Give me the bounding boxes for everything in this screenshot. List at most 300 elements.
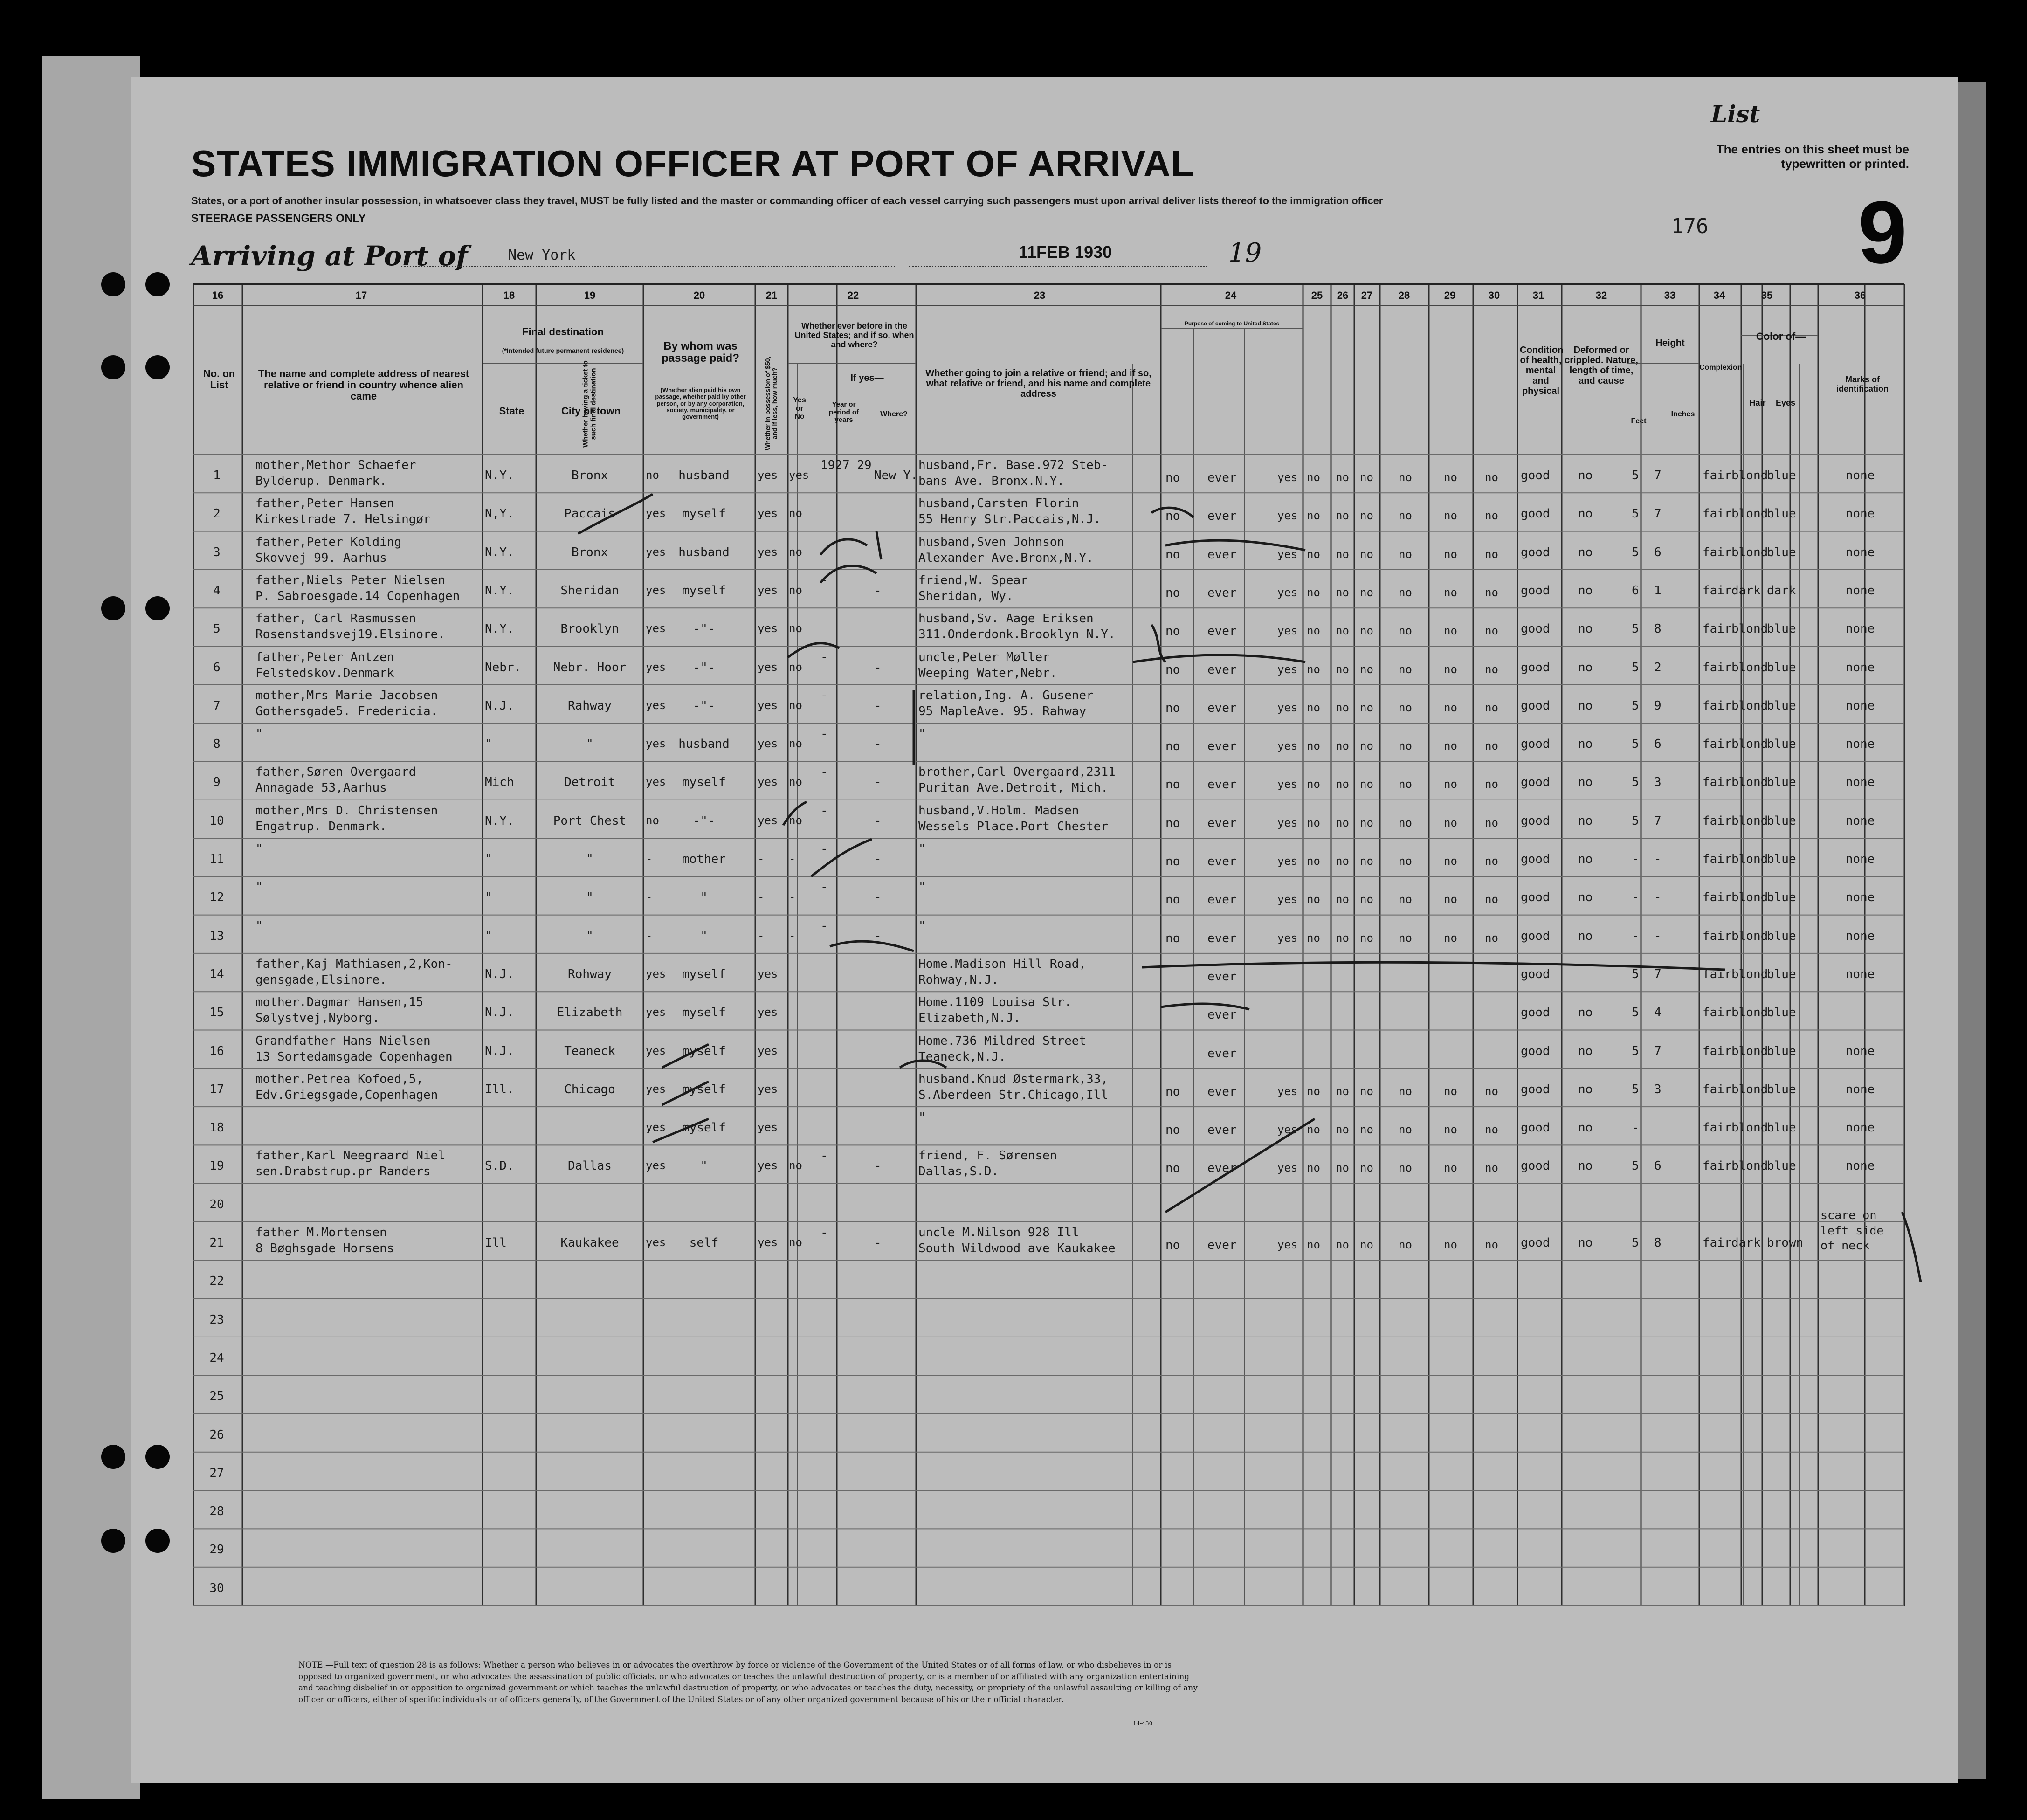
- joining-address: Dallas,S.D.: [918, 1165, 999, 1179]
- row-number: 6: [213, 660, 221, 675]
- header-state: State: [499, 405, 524, 417]
- row-number: 14: [209, 967, 224, 981]
- year-prefix: 19: [1228, 238, 1262, 268]
- joining-address: 311.Onderdonk.Brooklyn N.Y.: [918, 627, 1116, 642]
- health-condition: good: [1521, 1006, 1550, 1020]
- purpose-c: yes: [1277, 662, 1298, 676]
- header-final-destination-note: (*Intended future permanent residence): [502, 347, 624, 354]
- column-number: 19: [584, 290, 596, 301]
- row-number: 29: [209, 1543, 224, 1557]
- answer-29: no: [1444, 1123, 1457, 1137]
- ticket-answer: -: [646, 852, 653, 865]
- deformed-answer: no: [1578, 622, 1593, 636]
- height-inches: 6: [1654, 1159, 1662, 1173]
- identification-marks: none: [1845, 660, 1875, 675]
- relative-name: mother,Mrs D. Christensen: [255, 803, 438, 818]
- answer-30: no: [1485, 509, 1498, 523]
- binder-hole: [101, 1445, 125, 1469]
- answer-27: no: [1360, 816, 1373, 829]
- identification-marks: none: [1845, 852, 1875, 866]
- relative-address: Annagade 53,Aarhus: [255, 781, 387, 795]
- height-inches: 7: [1654, 813, 1662, 828]
- complexion: fair: [1703, 775, 1732, 790]
- hair-color: blond: [1731, 507, 1768, 521]
- answer-30: no: [1485, 662, 1498, 676]
- hair-color: blond: [1731, 545, 1768, 559]
- identification-marks: none: [1845, 929, 1875, 943]
- height-feet: 5: [1632, 1236, 1639, 1250]
- deformed-answer: no: [1578, 698, 1593, 713]
- eye-color: blue: [1767, 622, 1796, 636]
- purpose-c: yes: [1277, 701, 1298, 714]
- been-in-us: -: [789, 852, 796, 865]
- binder-hole: [145, 272, 170, 296]
- identification-marks: none: [1845, 1044, 1875, 1058]
- destination-state: N.Y.: [485, 622, 514, 636]
- relative-address: gensgade,Elsinore.: [255, 972, 387, 987]
- passage-paid-by: husband: [678, 737, 730, 751]
- identification-marks: scare on left side of neck: [1820, 1208, 1884, 1252]
- purpose-c: yes: [1277, 509, 1298, 523]
- complexion: fair: [1703, 698, 1732, 713]
- passage-paid-by: ": [700, 890, 708, 905]
- hair-color: blond: [1731, 1121, 1768, 1135]
- destination-state: N.Y.: [485, 813, 514, 828]
- answer-29: no: [1444, 1084, 1457, 1098]
- answer-28: no: [1399, 855, 1412, 868]
- joining-name: husband,Sven Johnson: [918, 535, 1065, 549]
- health-condition: good: [1521, 967, 1550, 981]
- eye-color: blue: [1767, 813, 1796, 828]
- column-number: 32: [1595, 290, 1607, 301]
- joining-address: 55 Henry Str.Paccais,N.J.: [918, 512, 1101, 527]
- left-page-strip: [42, 56, 140, 1799]
- answer-26: no: [1336, 1161, 1349, 1175]
- complexion: fair: [1703, 929, 1732, 943]
- joining-address: Sheridan, Wy.: [918, 589, 1014, 603]
- identification-marks: none: [1845, 469, 1875, 483]
- purpose-a: no: [1165, 547, 1180, 562]
- form-page: [131, 77, 1958, 1783]
- money-answer: yes: [758, 660, 778, 674]
- been-in-us: yes: [789, 469, 809, 482]
- passage-paid-by: mother: [682, 852, 726, 866]
- joining-address: Teaneck,N.J.: [918, 1049, 1006, 1064]
- answer-29: no: [1444, 739, 1457, 753]
- joining-address: Wessels Place.Port Chester: [918, 819, 1108, 834]
- money-answer: yes: [758, 545, 778, 558]
- answer-26: no: [1336, 931, 1349, 944]
- destination-state: Ill.: [485, 1082, 514, 1096]
- answer-29: no: [1444, 662, 1457, 676]
- eye-color: blue: [1767, 929, 1796, 943]
- binder-hole: [101, 272, 125, 296]
- money-answer: yes: [758, 967, 778, 980]
- relative-name: father,Peter Antzen: [255, 650, 394, 664]
- health-condition: good: [1521, 890, 1550, 905]
- money-answer: yes: [758, 622, 778, 635]
- header-hair: Hair: [1749, 398, 1766, 407]
- column-number: 28: [1398, 290, 1410, 301]
- health-condition: good: [1521, 507, 1550, 521]
- ticket-answer: yes: [646, 660, 666, 674]
- joining-name: Home.736 Mildred Street: [918, 1034, 1087, 1048]
- eye-color: blue: [1767, 1082, 1796, 1096]
- health-condition: good: [1521, 1044, 1550, 1058]
- destination-state: S.D.: [485, 1159, 514, 1173]
- identification-marks: none: [1845, 737, 1875, 751]
- passage-paid-by: -"-: [693, 622, 715, 636]
- eye-color: blue: [1767, 469, 1796, 483]
- money-answer: yes: [758, 1236, 778, 1249]
- joining-name: ": [918, 842, 926, 856]
- deformed-answer: no: [1578, 1006, 1593, 1020]
- deformed-answer: no: [1578, 813, 1593, 828]
- money-answer: yes: [758, 1082, 778, 1096]
- relative-name: mother,Methor Schaefer: [255, 458, 416, 472]
- ticket-answer: yes: [646, 1121, 666, 1134]
- answer-25: no: [1307, 931, 1320, 944]
- purpose-b: ever: [1207, 893, 1237, 907]
- column-number: 24: [1225, 290, 1237, 301]
- answer-26: no: [1336, 509, 1349, 523]
- purpose-a: no: [1165, 624, 1180, 639]
- height-inches: 1: [1654, 583, 1662, 598]
- answer-25: no: [1307, 1084, 1320, 1098]
- destination-city: Nebr. Hoor: [553, 660, 627, 675]
- form-title: STATES IMMIGRATION OFFICER AT PORT OF ARRIVAL: [191, 143, 1194, 184]
- health-condition: good: [1521, 1236, 1550, 1250]
- row-number: 8: [213, 737, 221, 751]
- complexion: fair: [1703, 1236, 1732, 1250]
- answer-28: no: [1399, 778, 1412, 791]
- purpose-b: ever: [1207, 662, 1237, 677]
- ticket-answer: yes: [646, 1082, 666, 1096]
- relative-name: father,Kaj Mathiasen,2,Kon-: [255, 957, 453, 971]
- joining-address: Alexander Ave.Bronx,N.Y.: [918, 551, 1094, 565]
- passage-paid-by: husband: [678, 469, 730, 483]
- year-in-us: -: [820, 1226, 828, 1240]
- destination-city: Paccais: [564, 507, 615, 521]
- height-feet: 5: [1632, 1006, 1639, 1020]
- row-number: 3: [213, 545, 221, 559]
- answer-28: no: [1399, 1161, 1412, 1175]
- row-number: 28: [209, 1504, 224, 1519]
- header-ticket: Whether having a ticket to such final destination: [581, 360, 597, 448]
- relative-address: P. Sabroesgade.14 Copenhagen: [255, 589, 460, 603]
- deformed-answer: no: [1578, 890, 1593, 905]
- joining-name: husband,Sv. Aage Eriksen: [918, 612, 1094, 626]
- port-of-arrival: New York: [508, 247, 576, 263]
- answer-25: no: [1307, 1123, 1320, 1137]
- been-in-us: no: [789, 1236, 802, 1249]
- destination-city: Bronx: [571, 545, 608, 559]
- purpose-b: ever: [1207, 816, 1237, 830]
- height-feet: 5: [1632, 1159, 1639, 1173]
- purpose-a: no: [1165, 1123, 1180, 1138]
- eye-color: blue: [1767, 1044, 1796, 1058]
- identification-marks: none: [1845, 698, 1875, 713]
- year-in-us: -: [820, 573, 828, 587]
- passage-paid-by: myself: [682, 583, 726, 598]
- row-number: 23: [209, 1312, 224, 1327]
- purpose-a: no: [1165, 1238, 1180, 1252]
- header-inches: Inches: [1671, 410, 1695, 418]
- answer-29: no: [1444, 509, 1457, 523]
- ticket-answer: yes: [646, 775, 666, 789]
- column-number: 29: [1444, 290, 1456, 301]
- deformed-answer: no: [1578, 929, 1593, 943]
- answer-26: no: [1336, 893, 1349, 906]
- ticket-answer: no: [646, 813, 659, 827]
- been-in-us: no: [789, 775, 802, 789]
- passage-paid-by: myself: [682, 967, 726, 981]
- column-number: 33: [1664, 290, 1676, 301]
- joining-name: husband,Carsten Florin: [918, 496, 1079, 511]
- header-deformed: Deformed or crippled. Nature, length of time, and cause: [1565, 345, 1638, 386]
- answer-27: no: [1360, 1238, 1373, 1251]
- answer-26: no: [1336, 624, 1349, 638]
- destination-state: Nebr.: [485, 660, 522, 675]
- where-in-us: -: [874, 813, 882, 828]
- row-number: 5: [213, 622, 221, 636]
- column-number: 27: [1361, 290, 1373, 301]
- answer-26: no: [1336, 471, 1349, 484]
- purpose-b: ever: [1207, 701, 1237, 715]
- been-in-us: no: [789, 622, 802, 635]
- destination-state: N.J.: [485, 1006, 514, 1020]
- answer-26: no: [1336, 739, 1349, 753]
- destination-city: Bronx: [571, 469, 608, 483]
- height-inches: 8: [1654, 622, 1662, 636]
- column-number: 23: [1034, 290, 1046, 301]
- height-feet: 5: [1632, 660, 1639, 675]
- joining-name: husband,Fr. Base.972 Steb-: [918, 458, 1108, 472]
- column-number: 21: [765, 290, 778, 301]
- answer-28: no: [1399, 547, 1412, 561]
- purpose-a: no: [1165, 662, 1180, 677]
- relative-address: Sølystvej,Nyborg.: [255, 1011, 380, 1026]
- form-instructions: States, or a port of another insular possession, in whatsoever class they travel, MUST be fully listed and the master or commanding officer of each vessel carrying such passengers must upon arrival deliver lists thereof to the immigration officer: [191, 195, 1383, 207]
- eye-color: blue: [1767, 737, 1796, 751]
- eye-color: dark: [1767, 583, 1796, 598]
- height-feet: 5: [1632, 1082, 1639, 1096]
- answer-26: no: [1336, 701, 1349, 714]
- binder-hole: [145, 1529, 170, 1553]
- height-inches: 6: [1654, 545, 1662, 559]
- answer-26: no: [1336, 1123, 1349, 1137]
- height-feet: 5: [1632, 698, 1639, 713]
- purpose-c: yes: [1277, 547, 1298, 561]
- answer-26: no: [1336, 778, 1349, 791]
- purpose-a: no: [1165, 893, 1180, 907]
- column-number: 20: [693, 290, 705, 301]
- form-code: 14-430: [1133, 1720, 1153, 1727]
- header-money: Whether in possession of $50, and if less, how much?: [764, 356, 779, 451]
- deformed-answer: no: [1578, 507, 1593, 521]
- been-in-us: no: [789, 1159, 802, 1172]
- column-number: 26: [1337, 290, 1349, 301]
- eye-color: blue: [1767, 852, 1796, 866]
- header-no-on-list: No. on List: [203, 368, 235, 391]
- passage-paid-by: -"-: [693, 698, 715, 713]
- answer-30: no: [1485, 586, 1498, 599]
- column-number: 17: [355, 290, 367, 301]
- joining-name: uncle,Peter Møller: [918, 650, 1050, 664]
- health-condition: good: [1521, 545, 1550, 559]
- relative-name: mother.Petrea Kofoed,5,: [255, 1072, 424, 1086]
- purpose-b: ever: [1207, 1084, 1237, 1099]
- deformed-answer: no: [1578, 737, 1593, 751]
- answer-26: no: [1336, 816, 1349, 829]
- height-feet: 5: [1632, 967, 1639, 981]
- ticket-answer: yes: [646, 737, 666, 751]
- complexion: fair: [1703, 660, 1732, 675]
- column-number: 30: [1488, 290, 1500, 301]
- answer-29: no: [1444, 701, 1457, 714]
- row-number: 18: [209, 1121, 224, 1135]
- passage-paid-by: myself: [682, 507, 726, 521]
- row-number: 21: [209, 1236, 224, 1250]
- joining-name: Home.Madison Hill Road,: [918, 957, 1087, 971]
- joining-address: bans Ave. Bronx.N.Y.: [918, 474, 1065, 488]
- answer-29: no: [1444, 855, 1457, 868]
- relative-name: father,Karl Neegraard Niel: [255, 1149, 445, 1163]
- row-number: 16: [209, 1044, 224, 1058]
- hair-color: blond: [1731, 1006, 1768, 1020]
- purpose-c: yes: [1277, 1123, 1298, 1137]
- relative-name: father, Carl Rasmussen: [255, 612, 416, 626]
- answer-25: no: [1307, 662, 1320, 676]
- passage-paid-by: myself: [682, 1082, 726, 1096]
- column-number: 36: [1854, 290, 1866, 301]
- answer-30: no: [1485, 1084, 1498, 1098]
- health-condition: good: [1521, 469, 1550, 483]
- destination-city: ": [586, 890, 593, 905]
- header-paid-by: By whom was passage paid?: [662, 340, 739, 365]
- purpose-b: ever: [1207, 586, 1237, 600]
- height-inches: -: [1654, 890, 1662, 905]
- answer-30: no: [1485, 816, 1498, 829]
- height-inches: 7: [1654, 507, 1662, 521]
- money-answer: yes: [758, 1159, 778, 1172]
- ticket-answer: yes: [646, 545, 666, 558]
- hair-color: blond: [1731, 775, 1768, 790]
- money-answer: -: [758, 852, 765, 865]
- answer-27: no: [1360, 509, 1373, 523]
- purpose-b: ever: [1207, 778, 1237, 792]
- purpose-b: ever: [1207, 969, 1237, 984]
- purpose-a: no: [1165, 778, 1180, 792]
- header-color-of: Color of—: [1756, 331, 1806, 342]
- answer-25: no: [1307, 816, 1320, 829]
- ticket-answer: yes: [646, 1044, 666, 1057]
- height-inches: 7: [1654, 1044, 1662, 1058]
- where-in-us: -: [874, 852, 882, 866]
- joining-name: ": [918, 880, 926, 895]
- header-city: City or town: [561, 405, 621, 417]
- row-number: 30: [209, 1581, 224, 1595]
- purpose-a: no: [1165, 701, 1180, 715]
- answer-30: no: [1485, 855, 1498, 868]
- health-condition: good: [1521, 1082, 1550, 1096]
- row-number: 4: [213, 583, 221, 598]
- ticket-answer: yes: [646, 1006, 666, 1019]
- hair-color: blond: [1731, 622, 1768, 636]
- relative-name: ": [255, 880, 263, 895]
- destination-city: Rohway: [568, 967, 612, 981]
- purpose-a: no: [1165, 509, 1180, 524]
- destination-state: Mich: [485, 775, 514, 790]
- deformed-answer: no: [1578, 469, 1593, 483]
- identification-marks: none: [1845, 1159, 1875, 1173]
- purpose-a: no: [1165, 739, 1180, 754]
- complexion: fair: [1703, 1044, 1732, 1058]
- deformed-answer: no: [1578, 852, 1593, 866]
- answer-27: no: [1360, 739, 1373, 753]
- answer-26: no: [1336, 1084, 1349, 1098]
- answer-25: no: [1307, 739, 1320, 753]
- height-feet: 5: [1632, 507, 1639, 521]
- answer-29: no: [1444, 547, 1457, 561]
- row-number: 1: [213, 469, 221, 483]
- purpose-a: no: [1165, 931, 1180, 945]
- purpose-a: no: [1165, 586, 1180, 600]
- eye-color: blue: [1767, 775, 1796, 790]
- purpose-b: ever: [1207, 471, 1237, 485]
- height-inches: 7: [1654, 967, 1662, 981]
- hair-color: blond: [1731, 929, 1768, 943]
- row-number: 27: [209, 1466, 224, 1480]
- height-inches: 4: [1654, 1006, 1662, 1020]
- purpose-b: ever: [1207, 509, 1237, 524]
- hair-color: blond: [1731, 1159, 1768, 1173]
- answer-26: no: [1336, 855, 1349, 868]
- answer-28: no: [1399, 1123, 1412, 1137]
- height-feet: 5: [1632, 775, 1639, 790]
- height-feet: 5: [1632, 1044, 1639, 1058]
- relative-name: ": [255, 727, 263, 741]
- money-answer: yes: [758, 507, 778, 520]
- purpose-c: yes: [1277, 778, 1298, 791]
- answer-28: no: [1399, 586, 1412, 599]
- destination-state: ": [485, 929, 492, 943]
- answer-26: no: [1336, 662, 1349, 676]
- date-line: [909, 266, 1207, 267]
- destination-city: Elizabeth: [557, 1006, 623, 1020]
- purpose-a: no: [1165, 1161, 1180, 1176]
- answer-27: no: [1360, 471, 1373, 484]
- height-inches: 7: [1654, 469, 1662, 483]
- deformed-answer: no: [1578, 1044, 1593, 1058]
- answer-30: no: [1485, 547, 1498, 561]
- been-in-us: no: [789, 813, 802, 827]
- row-number: 19: [209, 1159, 224, 1173]
- health-condition: good: [1521, 737, 1550, 751]
- purpose-c: yes: [1277, 893, 1298, 906]
- header-relative-home: The name and complete address of nearest relative or friend in country whence alien came: [258, 368, 469, 402]
- header-height: Height: [1655, 338, 1685, 348]
- purpose-c: yes: [1277, 816, 1298, 829]
- year-in-us: -: [820, 880, 828, 895]
- answer-25: no: [1307, 624, 1320, 638]
- joining-address: S.Aberdeen Str.Chicago,Ill: [918, 1088, 1108, 1102]
- answer-25: no: [1307, 547, 1320, 561]
- deformed-answer: no: [1578, 583, 1593, 598]
- identification-marks: none: [1845, 967, 1875, 981]
- answer-28: no: [1399, 893, 1412, 906]
- ticket-answer: -: [646, 929, 653, 942]
